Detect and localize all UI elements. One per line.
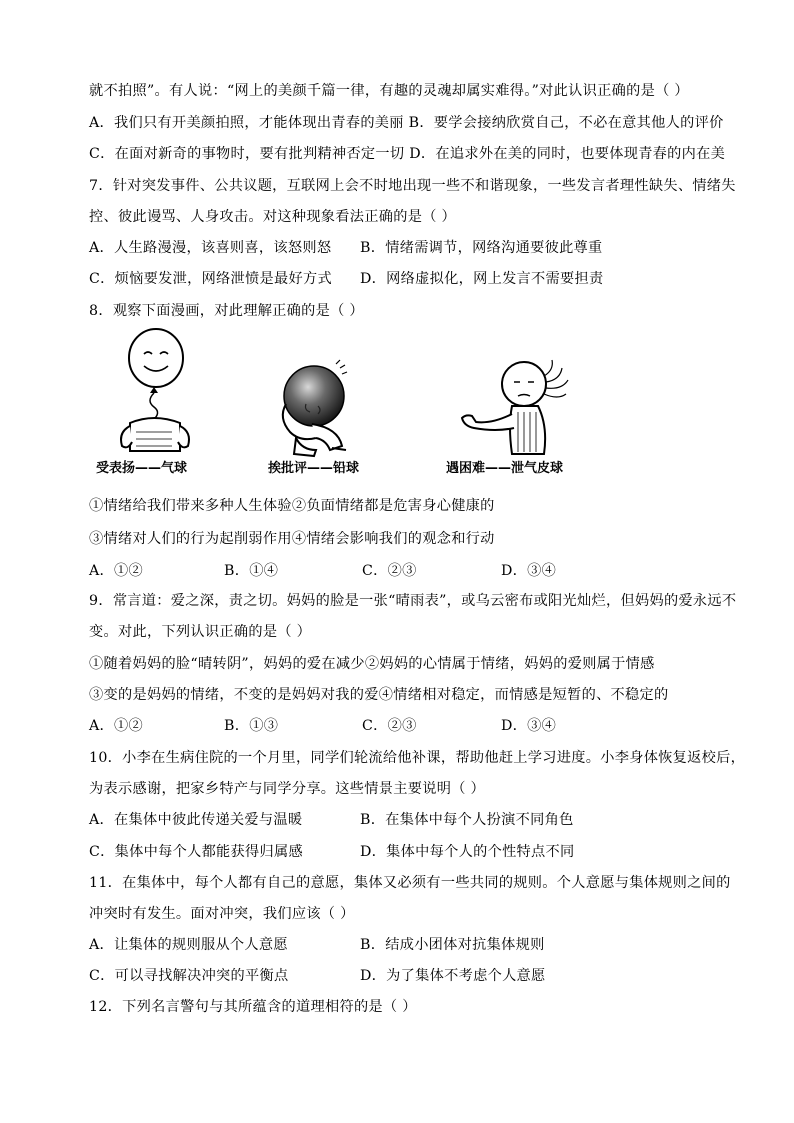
q6-options-ab: A．我们只有开美颜拍照，才能体现出青春的美丽 B．要学会接纳欣赏自己，不必在意其他人的评价 (89, 115, 724, 131)
q9-option-a: A．①② (89, 718, 144, 734)
q9-statements-2: ③变的是妈妈的情绪，不变的是妈妈对我的爱④情绪相对稳定，而情感是短暂的、不稳定的 (89, 687, 669, 703)
q9-option-c: C．②③ (362, 718, 417, 734)
q10-stem-line1: 10．小李在生病住院的一个月里，同学们轮流给他补课，帮助他赶上学习进度。小李身体恢复返校后， (89, 750, 746, 766)
q8-statements-2: ③情绪对人们的行为起削弱作用④情绪会影响我们的观念和行动 (89, 531, 495, 547)
q11-option-d: D．为了集体不考虑个人意愿 (360, 968, 546, 984)
q8-option-c: C．②③ (362, 563, 417, 579)
q6-options-cd: C．在面对新奇的事物时，要有批判精神否定一切 D．在追求外在美的同时，也要体现青春的内在美 (89, 146, 726, 162)
q9-stem-line2: 变。对此，下列认识正确的是（ ） (89, 624, 312, 640)
q10-option-b: B．在集体中每个人扮演不同角色 (360, 812, 574, 828)
q7-option-b: B．情绪需调节，网络沟通要彼此尊重 (360, 240, 603, 256)
q9-option-b: B．①③ (224, 718, 279, 734)
q10-option-a: A．在集体中彼此传递关爱与温暖 (89, 812, 303, 828)
q10-option-d: D．集体中每个人的个性特点不同 (360, 844, 575, 860)
q9-option-d: D．③④ (501, 718, 557, 734)
q7-option-a: A．人生路漫漫，该喜则喜，该怒则怒 (89, 240, 332, 256)
q10-stem-line2: 为表示感谢，把家乡特产与同学分享。这些情景主要说明（ ） (89, 781, 485, 797)
q9-statements-1: ①随着妈妈的脸“晴转阴”，妈妈的爱在减少②妈妈的心情属于情绪，妈妈的爱则属于情感 (89, 656, 655, 672)
cartoon-balloon-figure (108, 328, 198, 453)
q10-option-c: C．集体中每个人都能获得归属感 (89, 844, 303, 860)
cartoon-caption-difficulty: 遇困难——泄气皮球 (446, 461, 564, 476)
q7-option-d: D．网络虚拟化，网上发言不需要担责 (360, 271, 604, 287)
cartoon-deflated-ball-figure (452, 352, 582, 457)
text-line: 就不拍照”。有人说：“网上的美颜千篇一律，有趣的灵魂却属实难得。”对此认识正确的是（ ） (89, 83, 689, 99)
q11-stem-line2: 冲突时有发生。面对冲突，我们应该（ ） (89, 906, 355, 922)
cartoon-caption-praise: 受表扬——气球 (96, 461, 188, 476)
q11-option-a: A．让集体的规则服从个人意愿 (89, 937, 288, 953)
q11-stem-line1: 11．在集体中，每个人都有自己的意愿，集体又必须有一些共同的规则。个人意愿与集体规则之间的 (89, 875, 731, 891)
q11-option-b: B．结成小团体对抗集体规则 (360, 937, 545, 953)
q11-option-c: C．可以寻找解决冲突的平衡点 (89, 968, 289, 984)
q8-stem: 8．观察下面漫画，对此理解正确的是（ ） (89, 303, 364, 319)
q7-stem-line2: 控、彼此谩骂、人身攻击。对这种现象看法正确的是（ ） (89, 209, 456, 225)
cartoon-shotput-figure (272, 358, 362, 458)
q7-stem-line1: 7．针对突发事件、公共议题，互联网上会不时地出现一些不和谐现象，一些发言者理性缺失、情绪失 (89, 178, 736, 194)
q8-statements-1: ①情绪给我们带来多种人生体验②负面情绪都是危害身心健康的 (89, 498, 495, 514)
q8-option-b: B．①④ (224, 563, 279, 579)
cartoon-caption-criticism: 挨批评——铅球 (268, 461, 360, 476)
q7-option-c: C．烦恼要发泄，网络泄愤是最好方式 (89, 271, 332, 287)
q8-option-a: A．①② (89, 563, 144, 579)
q8-option-d: D．③④ (501, 563, 557, 579)
q9-stem-line1: 9．常言道：爱之深，责之切。妈妈的脸是一张“晴雨表”，或乌云密布或阳光灿烂，但妈妈的爱永远不 (89, 593, 737, 609)
q12-stem: 12．下列名言警句与其所蕴含的道理相符的是（ ） (89, 999, 417, 1015)
